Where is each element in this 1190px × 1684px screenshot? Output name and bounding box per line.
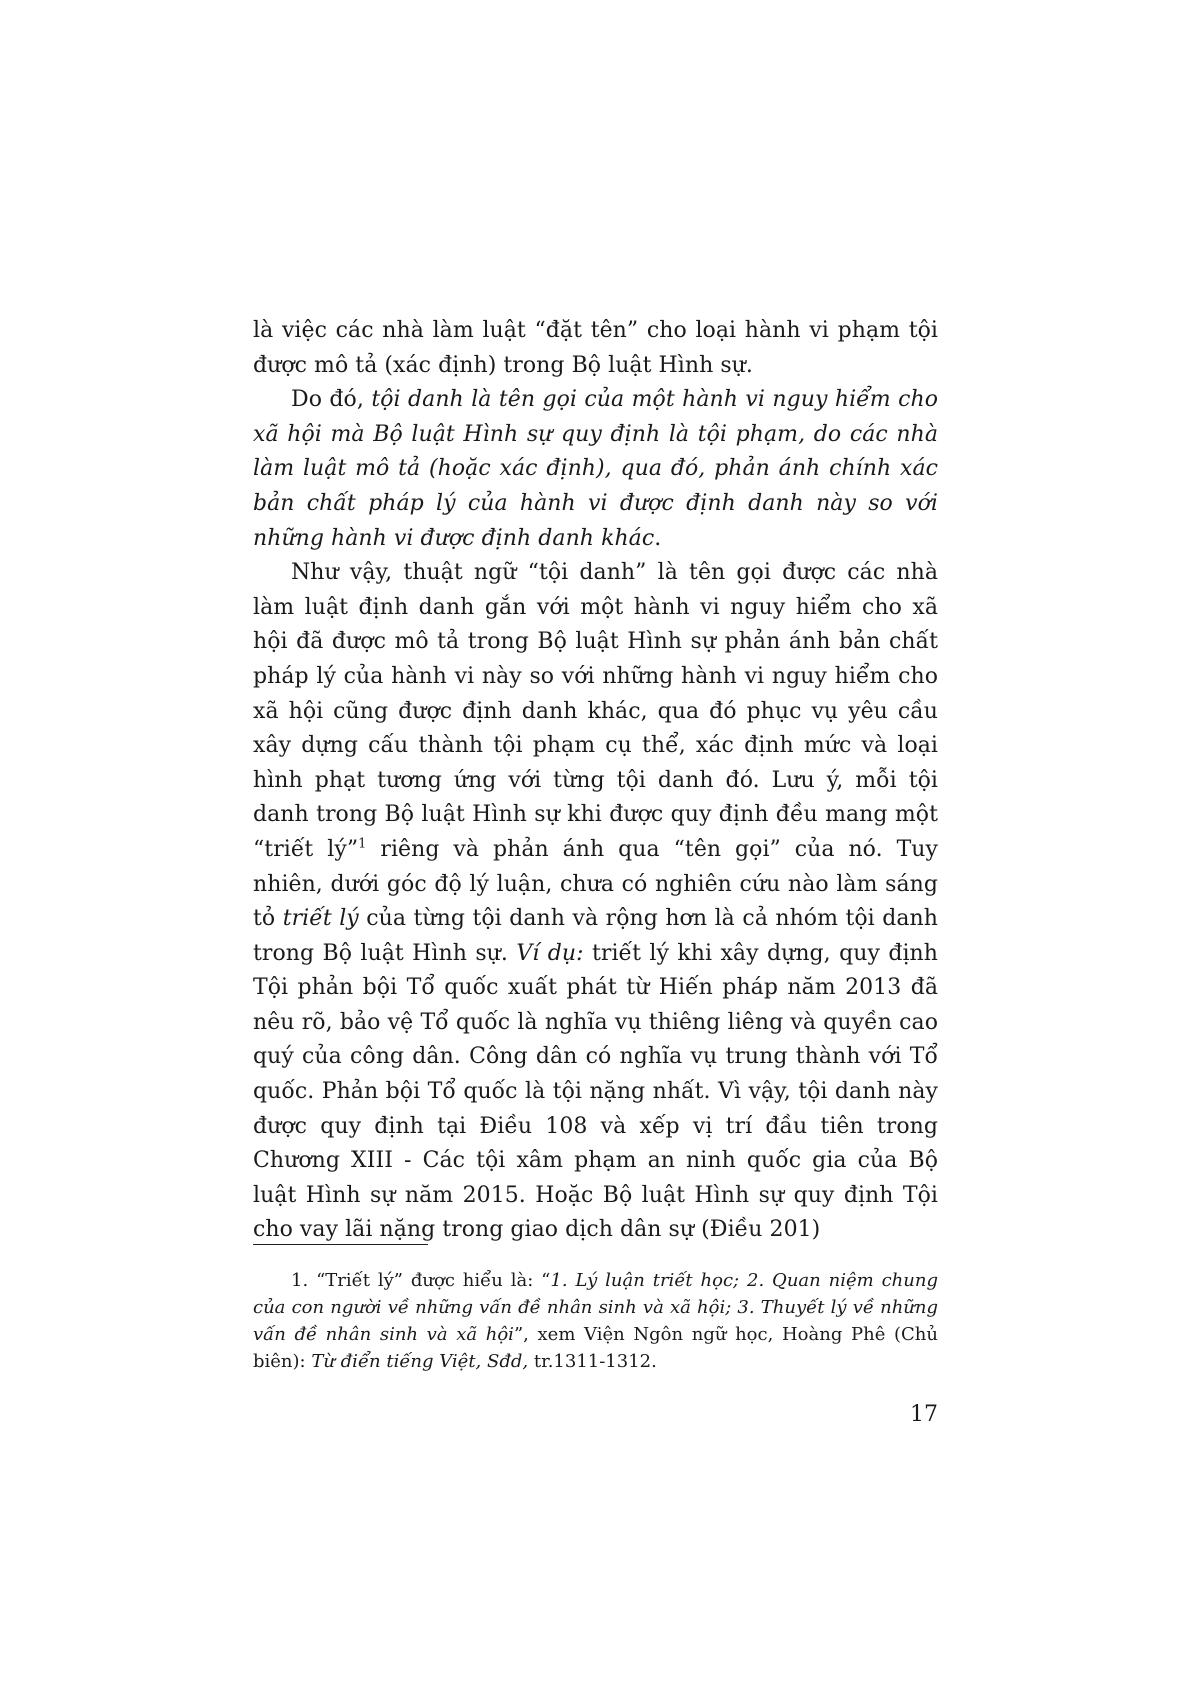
footnote-divider bbox=[253, 1244, 428, 1245]
paragraph-1-text: là việc các nhà làm luật “đặt tên” cho loại hành vi phạm tội được mô tả (xác định) trong Bộ luật Hình sự. bbox=[253, 318, 938, 378]
footnote-definition-italic: 1. Lý luận triết học; 2. Quan niệm chung của con người về những vấn đề nhân sinh và xã hội; 3. Thuyết lý về những vấn đề nhân sinh và xã hội bbox=[253, 1270, 938, 1345]
paragraph-3 bbox=[253, 556, 938, 1248]
footnote-source-italic: Từ điển tiếng Việt, Sđd, bbox=[311, 1351, 529, 1372]
footnote-pages: tr.1311-1312. bbox=[528, 1351, 657, 1372]
footnote-ref: 1 bbox=[358, 836, 367, 852]
main-text bbox=[253, 314, 938, 1248]
paragraph-3-part-d: triết lý khi xây dựng, quy định Tội phản bội Tổ quốc xuất phát từ Hiến pháp năm 2013 đã nêu rõ, bảo vệ Tổ quốc là nghĩa vụ thiêng liêng và quyền cao quý của công dân. Công dân có nghĩa vụ trung thành với Tổ quốc. Phản bội Tổ quốc là tội nặng nhất. Vì vậy, tội danh này được quy định tại Điều 108 và xếp vị trí đầu tiên trong Chương XIII - Các tội xâm phạm an ninh quốc gia của Bộ luật Hình sự năm 2015. Hoặc Bộ luật Hình sự quy định Tội cho vay lãi nặng trong giao dịch dân sự (Điều 201) bbox=[253, 940, 938, 1243]
paragraph-2-end: . bbox=[654, 525, 662, 551]
paragraph-3-part-b: riêng và phản ánh qua “tên gọi” của nó. Tuy nhiên, dưới góc độ lý luận, chưa có nghiên cứu nào làm sáng tỏ bbox=[253, 836, 938, 932]
paragraph-2-lead: Do đó, bbox=[291, 387, 372, 413]
footnote-1 bbox=[253, 1267, 938, 1375]
page-number: 17 bbox=[910, 1402, 938, 1427]
paragraph-2 bbox=[253, 383, 938, 556]
footnote bbox=[253, 1267, 938, 1375]
footnote-mid: ”, xem Viện Ngôn ngữ học, Hoàng Phê (Chủ biên): bbox=[253, 1324, 938, 1372]
paragraph-3-part-a: Như vậy, thuật ngữ “tội danh” là tên gọi được các nhà làm luật định danh gắn với một hành vi nguy hiểm cho xã hội đã được mô tả trong Bộ luật Hình sự phản ánh bản chất pháp lý của hành vi này so với những hành vi nguy hiểm cho xã hội cũng được định danh khác, qua đó phục vụ yêu cầu xây dựng cấu thành tội phạm cụ thể, xác định mức và loại hình phạt tương ứng với từng tội danh đó. Lưu ý, mỗi tội danh trong Bộ luật Hình sự khi được quy định đều mang một “triết lý” bbox=[253, 560, 938, 862]
vi-du-italic: Ví dụ: bbox=[516, 940, 584, 966]
triet-ly-italic: triết lý bbox=[282, 906, 359, 932]
paragraph-1 bbox=[253, 314, 938, 383]
paragraph-3-part-c: của từng tội danh và rộng hơn là cả nhóm tội danh trong Bộ luật Hình sự. bbox=[253, 906, 938, 966]
definition-italic: tội danh là tên gọi của một hành vi nguy hiểm cho xã hội mà Bộ luật Hình sự quy định là tội phạm, do các nhà làm luật mô tả (hoặc xác định), qua đó, phản ánh chính xác bản chất pháp lý của hành vi được định danh này so với những hành vi được định danh khác bbox=[253, 387, 938, 551]
footnote-lead: 1. “Triết lý” được hiểu là: “ bbox=[291, 1270, 551, 1291]
